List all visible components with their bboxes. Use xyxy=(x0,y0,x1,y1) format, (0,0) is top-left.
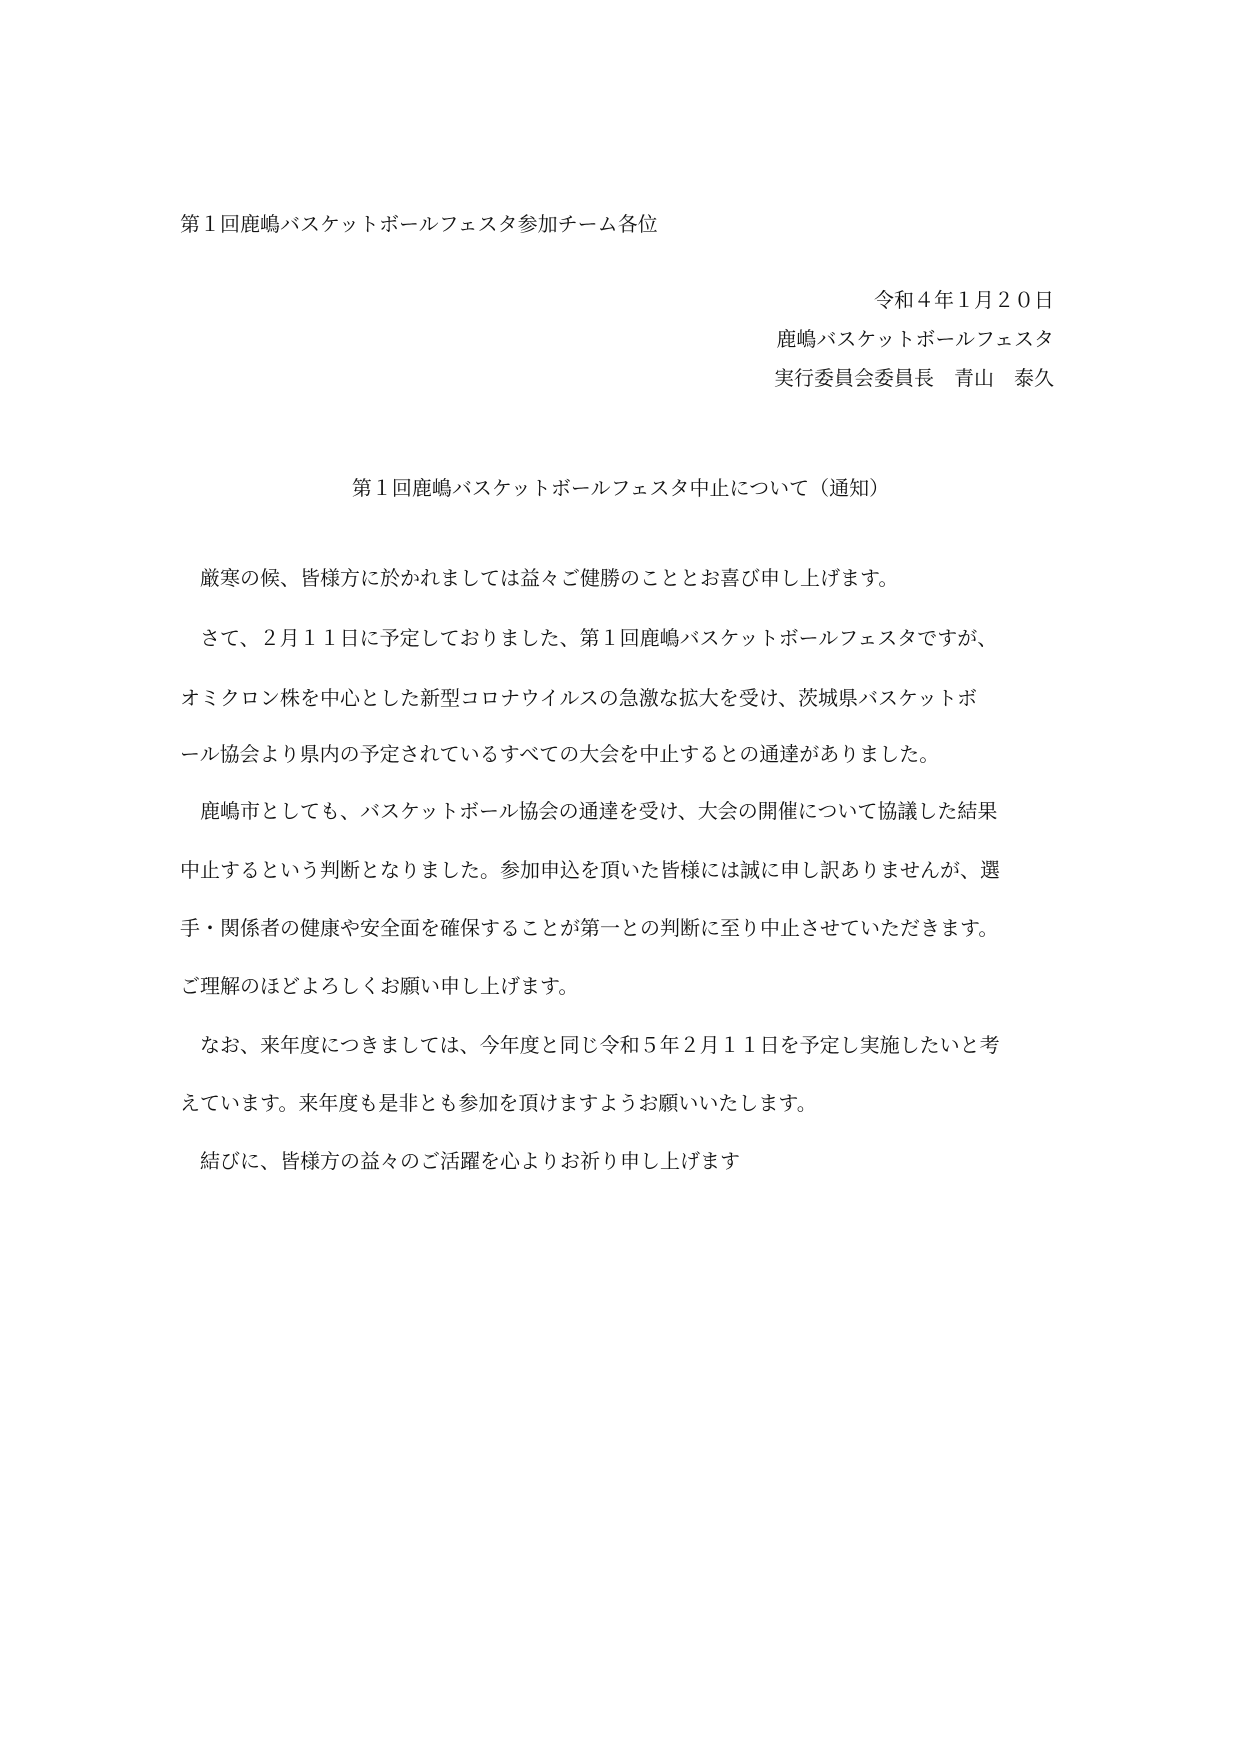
body-line: ご理解のほどよろしくお願い申し上げます。 xyxy=(180,974,579,998)
body-line: 厳寒の候、皆様方に於かれましては益々ご健勝のこととお喜び申し上げます。 xyxy=(200,566,899,590)
sender-organization: 鹿嶋バスケットボールフェスタ xyxy=(776,327,1054,351)
body-line: オミクロン株を中心とした新型コロナウイルスの急激な拡大を受け、茨城県バスケットボ xyxy=(180,686,977,710)
body-line: 中止するという判断となりました。参加申込を頂いた皆様には誠に申し訳ありませんが、選 xyxy=(180,858,1000,882)
notice-title: 第１回鹿嶋バスケットボールフェスタ中止について（通知） xyxy=(351,476,890,500)
addressee: 第１回鹿嶋バスケットボールフェスタ参加チーム各位 xyxy=(180,212,658,236)
body-line: ール協会より県内の予定されているすべての大会を中止するとの通達がありました。 xyxy=(180,742,940,766)
body-line: 鹿嶋市としても、バスケットボール協会の通達を受け、大会の開催について協議した結果 xyxy=(200,799,998,823)
body-line: さて、２月１１日に予定しておりました、第１回鹿嶋バスケットボールフェスタですが、 xyxy=(200,626,998,650)
body-line: 手・関係者の健康や安全面を確保することが第一との判断に至り中止させていただきます。 xyxy=(180,916,999,940)
sender-name: 実行委員会委員長 青山 泰久 xyxy=(774,366,1054,390)
body-line: えています。来年度も是非とも参加を頂けますようお願いいたします。 xyxy=(180,1091,817,1115)
body-line: なお、来年度につきましては、今年度と同じ令和５年２月１１日を予定し実施したいと考 xyxy=(200,1033,1000,1057)
issue-date: 令和４年１月２０日 xyxy=(874,288,1054,312)
body-line: 結びに、皆様方の益々のご活躍を心よりお祈り申し上げます xyxy=(200,1149,740,1173)
